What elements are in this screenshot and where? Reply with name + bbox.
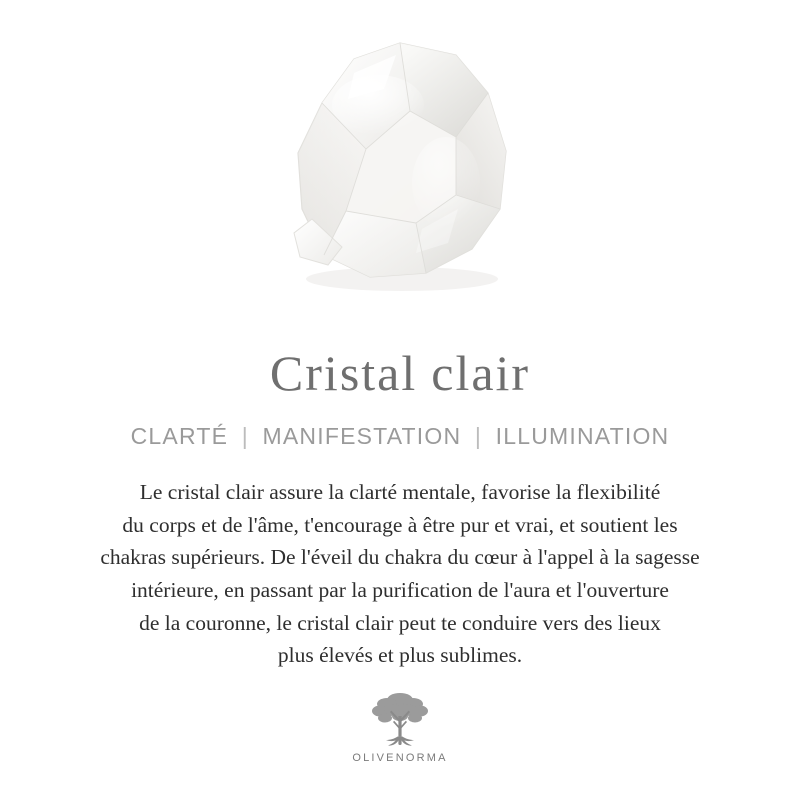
description-line: intérieure, en passant par la purification de l'aura et l'ouverture [131,578,669,603]
clear-quartz-crystal-image [250,33,550,298]
brand-logo [352,688,447,764]
description-line: de la couronne, le cristal clair peut te conduire vers des lieux [139,610,661,635]
keyword-manifestation: MANIFESTATION [262,423,462,449]
keyword-illumination: ILLUMINATION [495,423,670,449]
description-line: du corps et de l'âme, t'encourage à être pur et vrai, et soutient les [122,512,678,537]
title-word-1: Cristal [269,345,418,401]
keyword-separator-1: | [241,423,249,449]
description-text [40,476,760,672]
title-word-2: clair [431,345,531,401]
description-line: plus élevés et plus sublimes. [277,643,523,668]
description-line: chakras supérieurs. De l'éveil du chakra du cœur à l'appel à la sagesse [100,545,700,570]
brand-name: OLIVENORMA [352,752,448,765]
description-line: Le cristal clair assure la clarté mentale, favorise la flexibilité [139,480,661,504]
keyword-list [131,423,670,450]
crystal-image-area [0,0,800,320]
tree-of-life-icon [363,688,437,754]
keyword-separator-2: | [474,423,483,449]
page-title [270,346,530,401]
keyword-clarte: CLARTÉ [130,423,229,449]
